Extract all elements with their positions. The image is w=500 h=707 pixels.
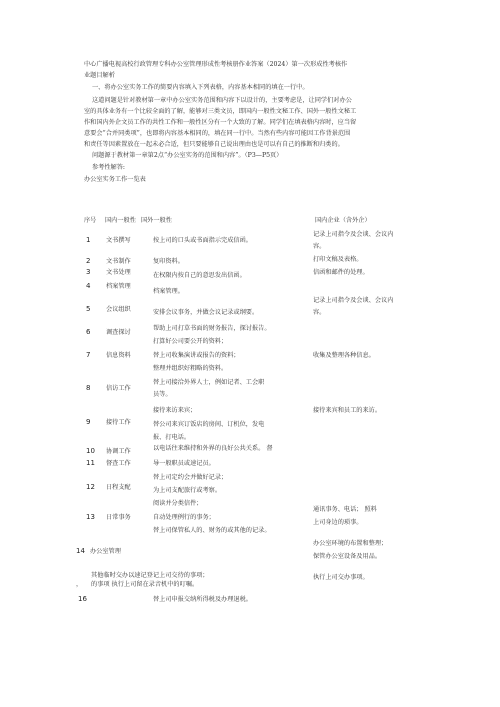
analysis-line-2: 室的具体业务有一个比较全面的了解，能够对三类文员，即国内一般性文秘工作、国外一般性文秘工 — [84, 108, 357, 115]
row-14-num: 14 — [76, 547, 85, 555]
header-foreign: 国外一般性 — [141, 217, 172, 224]
row-9-foreign-1: 接待来访来宾； — [153, 407, 197, 414]
header-seq: 序号 — [84, 217, 97, 224]
row-15-task-2: 的事项 执行上司留在录音机中的叮嘱。 — [91, 581, 199, 588]
row-1-num: 1 — [86, 236, 91, 244]
row-9-num: 9 — [86, 418, 91, 426]
row-3-num: 3 — [86, 268, 91, 276]
row-11-task: 督查工作 — [106, 460, 131, 467]
row-1-ent-1: 记录上司指令及会谈、会议内 — [313, 231, 394, 238]
row-5-foreign-1: 安排会议事务，并做会议记录或纲要。 — [153, 309, 259, 316]
reference-note: 问题源于教材第一章第2点“办公室实务的范围和内容”。（P3—P5页） — [92, 152, 283, 159]
row-1-task: 文书撰写 — [106, 237, 131, 244]
row-7-foreign-1: 替上司收集演讲或报告的资料； — [153, 352, 240, 359]
row-7-foreign-2: 整理并组织好粗略的资料。 — [153, 365, 228, 372]
row-11-num: 11 — [86, 459, 95, 467]
analysis-line-1: 这道问题是针对教材第一章中办公室实务范围和内容下以设计的，主要考虑是，让同学们对办公 — [92, 97, 352, 104]
row-4-num: 4 — [86, 282, 91, 290]
row-9-ent-1: 接待来宾和员工的来访。 — [313, 407, 382, 414]
table-title: 办公室实务工作一览表 — [84, 176, 146, 183]
row-2-foreign-1: 复印资料。 — [153, 258, 184, 265]
row-13-ent-1: 通讯事务、电话； 照料 — [313, 506, 377, 513]
row-6-task: 调查探讨 — [106, 329, 131, 336]
row-12-foreign-2: 为上司支配旅行或考察。 — [153, 487, 222, 494]
row-12-num: 12 — [86, 483, 95, 491]
row-6-foreign-2: 打算好公司要公开的资料； — [153, 338, 228, 345]
row-2-num: 2 — [86, 257, 91, 265]
row-8-num: 8 — [86, 384, 91, 392]
row-13-num: 13 — [86, 513, 95, 521]
row-3-foreign-1: 在权限内按自己的意思发出信函。 — [153, 272, 246, 279]
row-5-ent-1: 记录上司指令及会谈、会议内 — [313, 297, 394, 304]
row-16-foreign-1: 替上司申报交纳所得税及办理退税。 — [153, 596, 252, 603]
row-5-ent-2: 容。 — [313, 309, 326, 316]
row-9-task: 接待工作 — [106, 419, 131, 426]
row-14-task: 办公室管理 — [90, 548, 121, 555]
row-1-ent-2: 容。 — [313, 243, 326, 250]
row-5-num: 5 — [86, 305, 91, 313]
row-11-foreign-1: 导一般职员或速记员。 — [153, 460, 215, 467]
row-14-ent-1: 办公室环境的布置和整理； — [313, 540, 388, 547]
row-7-task: 信息资料 — [106, 352, 131, 359]
row-8-foreign-2: 员等。 — [153, 391, 172, 398]
row-12-task: 日程支配 — [106, 484, 131, 491]
row-5-task: 会议组织 — [106, 306, 131, 313]
analysis-line-5: 和责任等因素置放在一起未必合适，但只要能够自己说出理由也是可以有自己的推断和归类的。 — [84, 141, 344, 148]
row-10-num: 10 — [86, 447, 95, 455]
row-8-foreign-1: 替上司接洽外界人士，例如记者、工会职 — [153, 379, 265, 386]
reference-label: 参考性解答: — [92, 164, 126, 171]
row-8-task: 信访工作 — [106, 385, 131, 392]
row-14-ent-2: 保管办公室设备及用品。 — [313, 553, 382, 560]
row-13-foreign-3: 替上司保管私人的、财务的或其他的记录。 — [153, 527, 271, 534]
row-6-num: 6 — [86, 328, 91, 336]
header-enterprise: 国内企业（含外企） — [315, 217, 371, 224]
row-4-foreign-1: 档案管理。 — [153, 288, 184, 295]
row-6-foreign-1: 帮助上司打草书面的财务报告，探讨报告。 — [153, 325, 271, 332]
row-12-foreign-1: 替上司定约会并做好记录； — [153, 474, 228, 481]
row-15-num: ， — [76, 581, 83, 588]
row-2-ent-1: 打印文稿及表格。 — [313, 256, 363, 263]
row-9-foreign-2: 替公司来宾订饭店的房间、订机位，发电 — [153, 421, 265, 428]
row-13-task: 日常事务 — [106, 514, 131, 521]
row-3-task: 文书处理 — [106, 269, 131, 276]
doc-title-line1: 中心广播电视高校行政管理专科办公室管理形成性考核册作业答案（2024）第一次形成性考核作 — [84, 61, 348, 68]
row-10-foreign-1: 以电话往来维持和外界的良好公共关系。 督 — [153, 445, 273, 452]
doc-title-line2: 业题目解析 — [84, 72, 115, 79]
row-3-ent-1: 信函和邮件的处理。 — [313, 269, 369, 276]
row-4-task: 档案管理 — [106, 283, 131, 290]
header-domestic: 国内一般性 — [105, 217, 136, 224]
analysis-line-4: 意要会“合并同类项”，也即将内容基本相同的，填在同一行中。当然有些内容可能因工作背景范围 — [84, 130, 351, 137]
row-7-num: 7 — [86, 351, 91, 359]
row-13-foreign-2: 自动处理例行的事务； — [153, 514, 215, 521]
row-13-ent-2: 上司身边的琐事。 — [313, 519, 363, 526]
row-9-foreign-3: 报、打电话。 — [153, 434, 191, 441]
row-10-task: 协调工作 — [106, 448, 131, 455]
row-15-ent-1: 执行上司交办事项。 — [313, 574, 369, 581]
row-16-num: 16 — [78, 595, 87, 603]
analysis-line-3: 作和国内外企文员工作的共性工作和一般性区分有一个大致的了解。同学们在填表格内容时，应当留 — [84, 119, 357, 126]
row-1-foreign-1: 按上司的口头或书面指示完成信函。 — [153, 237, 252, 244]
row-15-task: 其他临时交办以速记登记上司交待的事项； — [91, 572, 209, 579]
question-1: 一、将办公室实务工作的简要内容填入下列表格，内容基本相同的填在一行中。 — [92, 84, 309, 91]
row-13-foreign-1: 阅读并分类信件； — [153, 500, 203, 507]
row-7-ent-1: 收集及整理各种信息。 — [313, 352, 375, 359]
row-2-task: 文书制作 — [106, 258, 131, 265]
